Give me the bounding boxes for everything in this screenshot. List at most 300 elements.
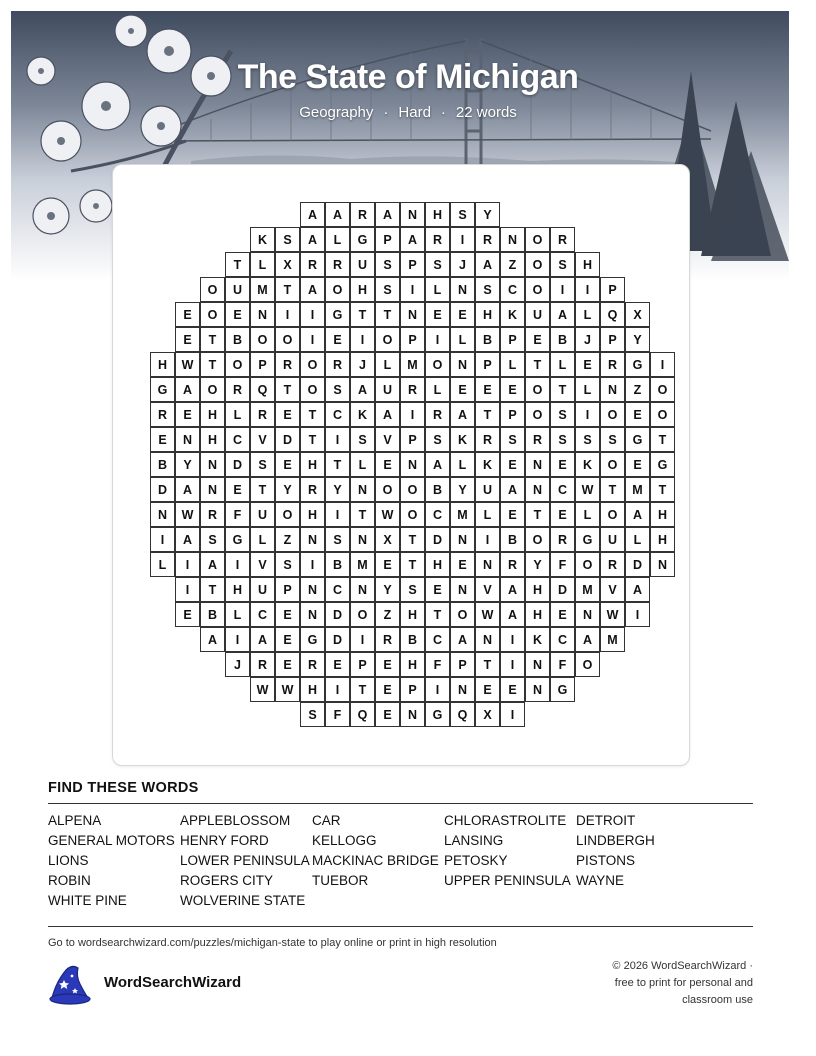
grid-cell[interactable]: A bbox=[175, 477, 200, 502]
grid-cell[interactable]: O bbox=[600, 502, 625, 527]
grid-cell[interactable]: L bbox=[225, 402, 250, 427]
grid-cell[interactable]: J bbox=[350, 352, 375, 377]
grid-cell[interactable]: E bbox=[175, 602, 200, 627]
grid-cell[interactable]: Z bbox=[375, 602, 400, 627]
grid-cell[interactable]: G bbox=[225, 527, 250, 552]
grid-cell[interactable]: K bbox=[575, 452, 600, 477]
grid-cell[interactable]: T bbox=[525, 352, 550, 377]
grid-cell[interactable]: W bbox=[600, 602, 625, 627]
grid-cell[interactable]: T bbox=[200, 577, 225, 602]
grid-cell[interactable]: Q bbox=[600, 302, 625, 327]
grid-cell[interactable]: G bbox=[625, 352, 650, 377]
grid-cell[interactable]: P bbox=[375, 227, 400, 252]
grid-cell[interactable]: E bbox=[575, 352, 600, 377]
grid-cell[interactable]: N bbox=[250, 302, 275, 327]
grid-cell[interactable]: G bbox=[550, 677, 575, 702]
grid-cell[interactable]: E bbox=[375, 652, 400, 677]
grid-cell[interactable]: N bbox=[300, 602, 325, 627]
grid-cell[interactable]: R bbox=[550, 227, 575, 252]
grid-cell[interactable]: D bbox=[325, 627, 350, 652]
grid-cell[interactable]: B bbox=[500, 527, 525, 552]
grid-cell[interactable]: A bbox=[475, 252, 500, 277]
grid-cell[interactable]: Y bbox=[375, 577, 400, 602]
grid-cell[interactable]: M bbox=[350, 552, 375, 577]
grid-cell[interactable]: I bbox=[400, 277, 425, 302]
grid-cell[interactable]: T bbox=[600, 477, 625, 502]
grid-cell[interactable]: T bbox=[225, 252, 250, 277]
grid-cell[interactable]: E bbox=[450, 552, 475, 577]
grid-cell[interactable]: I bbox=[425, 677, 450, 702]
grid-cell[interactable]: C bbox=[250, 602, 275, 627]
grid-cell[interactable]: S bbox=[375, 252, 400, 277]
grid-cell[interactable]: A bbox=[550, 302, 575, 327]
grid-cell[interactable]: K bbox=[475, 452, 500, 477]
grid-cell[interactable]: N bbox=[650, 552, 675, 577]
grid-cell[interactable]: G bbox=[425, 702, 450, 727]
grid-cell[interactable]: H bbox=[225, 577, 250, 602]
grid-cell[interactable]: L bbox=[225, 602, 250, 627]
grid-cell[interactable]: N bbox=[600, 377, 625, 402]
grid-cell[interactable]: U bbox=[475, 477, 500, 502]
grid-cell[interactable]: Z bbox=[500, 252, 525, 277]
grid-cell[interactable]: L bbox=[350, 452, 375, 477]
grid-cell[interactable]: N bbox=[525, 652, 550, 677]
grid-cell[interactable]: O bbox=[300, 377, 325, 402]
grid-cell[interactable]: O bbox=[375, 327, 400, 352]
grid-cell[interactable]: P bbox=[450, 652, 475, 677]
grid-cell[interactable]: U bbox=[250, 577, 275, 602]
grid-cell[interactable]: U bbox=[250, 502, 275, 527]
grid-cell[interactable]: M bbox=[450, 502, 475, 527]
grid-cell[interactable]: O bbox=[250, 327, 275, 352]
grid-cell[interactable]: A bbox=[175, 527, 200, 552]
grid-cell[interactable]: Y bbox=[175, 452, 200, 477]
grid-cell[interactable]: C bbox=[500, 277, 525, 302]
grid-cell[interactable]: R bbox=[475, 427, 500, 452]
grid-cell[interactable]: S bbox=[400, 577, 425, 602]
grid-cell[interactable]: I bbox=[425, 327, 450, 352]
grid-cell[interactable]: H bbox=[650, 527, 675, 552]
grid-cell[interactable]: I bbox=[400, 402, 425, 427]
grid-cell[interactable]: O bbox=[400, 502, 425, 527]
grid-cell[interactable]: F bbox=[550, 552, 575, 577]
grid-cell[interactable]: M bbox=[625, 477, 650, 502]
grid-cell[interactable]: I bbox=[300, 327, 325, 352]
grid-cell[interactable]: D bbox=[150, 477, 175, 502]
grid-cell[interactable]: C bbox=[325, 402, 350, 427]
grid-cell[interactable]: E bbox=[375, 677, 400, 702]
grid-cell[interactable]: V bbox=[375, 427, 400, 452]
grid-cell[interactable]: T bbox=[300, 427, 325, 452]
grid-cell[interactable]: I bbox=[300, 552, 325, 577]
grid-cell[interactable]: R bbox=[300, 477, 325, 502]
grid-cell[interactable]: O bbox=[525, 402, 550, 427]
grid-cell[interactable]: E bbox=[625, 402, 650, 427]
grid-cell[interactable]: U bbox=[600, 527, 625, 552]
grid-cell[interactable]: N bbox=[300, 577, 325, 602]
grid-cell[interactable]: H bbox=[300, 677, 325, 702]
grid-cell[interactable]: T bbox=[400, 527, 425, 552]
grid-cell[interactable]: G bbox=[300, 627, 325, 652]
grid-cell[interactable]: E bbox=[275, 627, 300, 652]
grid-cell[interactable]: B bbox=[475, 327, 500, 352]
grid-cell[interactable]: A bbox=[425, 452, 450, 477]
grid-cell[interactable]: R bbox=[500, 552, 525, 577]
grid-cell[interactable]: P bbox=[250, 352, 275, 377]
grid-cell[interactable]: N bbox=[200, 452, 225, 477]
grid-cell[interactable]: J bbox=[225, 652, 250, 677]
grid-cell[interactable]: L bbox=[375, 352, 400, 377]
grid-cell[interactable]: I bbox=[575, 402, 600, 427]
grid-cell[interactable]: C bbox=[325, 577, 350, 602]
grid-cell[interactable]: D bbox=[275, 427, 300, 452]
grid-cell[interactable]: N bbox=[400, 302, 425, 327]
grid-cell[interactable]: B bbox=[225, 327, 250, 352]
grid-cell[interactable]: P bbox=[600, 327, 625, 352]
grid-cell[interactable]: I bbox=[450, 227, 475, 252]
grid-cell[interactable]: P bbox=[400, 427, 425, 452]
grid-cell[interactable]: A bbox=[300, 227, 325, 252]
grid-cell[interactable]: E bbox=[450, 377, 475, 402]
grid-cell[interactable]: A bbox=[625, 502, 650, 527]
grid-cell[interactable]: U bbox=[375, 377, 400, 402]
grid-cell[interactable]: N bbox=[525, 677, 550, 702]
grid-cell[interactable]: E bbox=[525, 327, 550, 352]
grid-cell[interactable]: D bbox=[225, 452, 250, 477]
grid-cell[interactable]: M bbox=[575, 577, 600, 602]
grid-cell[interactable]: E bbox=[425, 302, 450, 327]
grid-cell[interactable]: I bbox=[350, 627, 375, 652]
grid-cell[interactable]: O bbox=[200, 277, 225, 302]
grid-cell[interactable]: C bbox=[550, 627, 575, 652]
grid-cell[interactable]: G bbox=[625, 427, 650, 452]
grid-cell[interactable]: U bbox=[225, 277, 250, 302]
grid-cell[interactable]: H bbox=[525, 577, 550, 602]
grid-cell[interactable]: S bbox=[450, 202, 475, 227]
grid-cell[interactable]: O bbox=[525, 527, 550, 552]
grid-cell[interactable]: N bbox=[150, 502, 175, 527]
grid-cell[interactable]: U bbox=[525, 302, 550, 327]
grid-cell[interactable]: R bbox=[250, 402, 275, 427]
grid-cell[interactable]: E bbox=[500, 452, 525, 477]
grid-cell[interactable]: R bbox=[550, 527, 575, 552]
grid-cell[interactable]: D bbox=[550, 577, 575, 602]
grid-cell[interactable]: R bbox=[275, 352, 300, 377]
grid-cell[interactable]: G bbox=[350, 227, 375, 252]
grid-cell[interactable]: A bbox=[500, 477, 525, 502]
grid-cell[interactable]: L bbox=[575, 502, 600, 527]
grid-cell[interactable]: O bbox=[575, 652, 600, 677]
grid-cell[interactable]: H bbox=[200, 427, 225, 452]
grid-cell[interactable]: O bbox=[650, 377, 675, 402]
grid-cell[interactable]: O bbox=[275, 502, 300, 527]
grid-cell[interactable]: L bbox=[575, 377, 600, 402]
grid-cell[interactable]: I bbox=[500, 702, 525, 727]
grid-cell[interactable]: E bbox=[275, 402, 300, 427]
grid-cell[interactable]: A bbox=[325, 202, 350, 227]
grid-cell[interactable]: I bbox=[325, 427, 350, 452]
grid-cell[interactable]: A bbox=[250, 627, 275, 652]
grid-cell[interactable]: E bbox=[175, 302, 200, 327]
grid-cell[interactable]: O bbox=[650, 402, 675, 427]
grid-cell[interactable]: P bbox=[350, 652, 375, 677]
grid-cell[interactable]: B bbox=[400, 627, 425, 652]
grid-cell[interactable]: S bbox=[600, 427, 625, 452]
grid-cell[interactable]: O bbox=[200, 302, 225, 327]
grid-cell[interactable]: I bbox=[325, 502, 350, 527]
grid-cell[interactable]: T bbox=[200, 352, 225, 377]
grid-cell[interactable]: E bbox=[475, 377, 500, 402]
grid-cell[interactable]: O bbox=[600, 402, 625, 427]
grid-cell[interactable]: I bbox=[325, 677, 350, 702]
grid-cell[interactable]: I bbox=[475, 527, 500, 552]
grid-cell[interactable]: S bbox=[325, 377, 350, 402]
grid-cell[interactable]: P bbox=[400, 677, 425, 702]
grid-cell[interactable]: C bbox=[425, 502, 450, 527]
grid-cell[interactable]: P bbox=[275, 577, 300, 602]
grid-cell[interactable]: E bbox=[500, 677, 525, 702]
grid-cell[interactable]: L bbox=[550, 352, 575, 377]
grid-cell[interactable]: C bbox=[550, 477, 575, 502]
grid-cell[interactable]: O bbox=[525, 227, 550, 252]
grid-cell[interactable]: N bbox=[175, 427, 200, 452]
grid-cell[interactable]: S bbox=[275, 552, 300, 577]
grid-cell[interactable]: H bbox=[400, 652, 425, 677]
grid-cell[interactable]: T bbox=[525, 502, 550, 527]
grid-cell[interactable]: P bbox=[500, 327, 525, 352]
grid-cell[interactable]: L bbox=[575, 302, 600, 327]
grid-cell[interactable]: U bbox=[350, 252, 375, 277]
grid-cell[interactable]: N bbox=[400, 452, 425, 477]
grid-cell[interactable]: A bbox=[175, 377, 200, 402]
grid-cell[interactable]: R bbox=[375, 627, 400, 652]
grid-cell[interactable]: O bbox=[525, 377, 550, 402]
grid-cell[interactable]: I bbox=[625, 602, 650, 627]
grid-cell[interactable]: F bbox=[225, 502, 250, 527]
grid-cell[interactable]: Y bbox=[475, 202, 500, 227]
grid-cell[interactable]: L bbox=[425, 277, 450, 302]
grid-cell[interactable]: T bbox=[200, 327, 225, 352]
grid-cell[interactable]: R bbox=[400, 377, 425, 402]
grid-cell[interactable]: K bbox=[525, 627, 550, 652]
grid-cell[interactable]: M bbox=[250, 277, 275, 302]
grid-cell[interactable]: H bbox=[575, 252, 600, 277]
grid-cell[interactable]: A bbox=[300, 277, 325, 302]
grid-cell[interactable]: R bbox=[200, 502, 225, 527]
brand-name[interactable]: WordSearchWizard bbox=[104, 974, 242, 991]
grid-cell[interactable]: R bbox=[350, 202, 375, 227]
grid-cell[interactable]: O bbox=[525, 277, 550, 302]
grid-cell[interactable]: A bbox=[200, 552, 225, 577]
grid-cell[interactable]: T bbox=[650, 477, 675, 502]
grid-cell[interactable]: C bbox=[425, 627, 450, 652]
grid-cell[interactable]: T bbox=[425, 602, 450, 627]
grid-cell[interactable]: E bbox=[225, 302, 250, 327]
grid-cell[interactable]: T bbox=[300, 402, 325, 427]
grid-cell[interactable]: N bbox=[475, 552, 500, 577]
grid-cell[interactable]: T bbox=[325, 452, 350, 477]
grid-cell[interactable]: N bbox=[525, 452, 550, 477]
grid-cell[interactable]: F bbox=[325, 702, 350, 727]
grid-cell[interactable]: H bbox=[650, 502, 675, 527]
grid-cell[interactable]: N bbox=[450, 677, 475, 702]
grid-cell[interactable]: D bbox=[325, 602, 350, 627]
grid-cell[interactable]: I bbox=[575, 277, 600, 302]
grid-cell[interactable]: W bbox=[175, 502, 200, 527]
grid-cell[interactable]: E bbox=[425, 577, 450, 602]
grid-cell[interactable]: R bbox=[250, 652, 275, 677]
grid-cell[interactable]: X bbox=[275, 252, 300, 277]
grid-cell[interactable]: E bbox=[500, 502, 525, 527]
grid-cell[interactable]: R bbox=[300, 252, 325, 277]
grid-cell[interactable]: S bbox=[350, 427, 375, 452]
grid-cell[interactable]: N bbox=[350, 527, 375, 552]
grid-cell[interactable]: A bbox=[625, 577, 650, 602]
grid-cell[interactable]: X bbox=[375, 527, 400, 552]
grid-cell[interactable]: T bbox=[375, 302, 400, 327]
grid-cell[interactable]: I bbox=[550, 277, 575, 302]
grid-cell[interactable]: K bbox=[450, 427, 475, 452]
grid-cell[interactable]: H bbox=[425, 202, 450, 227]
grid-cell[interactable]: K bbox=[500, 302, 525, 327]
grid-cell[interactable]: H bbox=[425, 552, 450, 577]
grid-cell[interactable]: I bbox=[225, 627, 250, 652]
grid-cell[interactable]: G bbox=[575, 527, 600, 552]
grid-cell[interactable]: Y bbox=[275, 477, 300, 502]
grid-cell[interactable]: S bbox=[200, 527, 225, 552]
grid-cell[interactable]: N bbox=[350, 577, 375, 602]
grid-cell[interactable]: V bbox=[475, 577, 500, 602]
grid-cell[interactable]: Y bbox=[625, 327, 650, 352]
grid-cell[interactable]: W bbox=[475, 602, 500, 627]
grid-cell[interactable]: V bbox=[250, 427, 275, 452]
grid-cell[interactable]: T bbox=[350, 677, 375, 702]
grid-cell[interactable]: A bbox=[500, 577, 525, 602]
grid-cell[interactable]: S bbox=[500, 427, 525, 452]
grid-cell[interactable]: H bbox=[350, 277, 375, 302]
grid-cell[interactable]: L bbox=[625, 527, 650, 552]
grid-cell[interactable]: O bbox=[600, 452, 625, 477]
grid-cell[interactable]: G bbox=[650, 452, 675, 477]
grid-cell[interactable]: R bbox=[600, 352, 625, 377]
grid-cell[interactable]: L bbox=[450, 327, 475, 352]
grid-cell[interactable]: S bbox=[275, 227, 300, 252]
grid-cell[interactable]: O bbox=[225, 352, 250, 377]
grid-cell[interactable]: J bbox=[450, 252, 475, 277]
grid-cell[interactable]: N bbox=[450, 527, 475, 552]
grid-cell[interactable]: H bbox=[525, 602, 550, 627]
grid-cell[interactable]: E bbox=[375, 702, 400, 727]
grid-cell[interactable]: T bbox=[275, 377, 300, 402]
grid-cell[interactable]: O bbox=[525, 252, 550, 277]
grid-cell[interactable]: T bbox=[350, 502, 375, 527]
grid-cell[interactable]: R bbox=[325, 252, 350, 277]
grid-cell[interactable]: E bbox=[225, 477, 250, 502]
grid-cell[interactable]: N bbox=[300, 527, 325, 552]
grid-cell[interactable]: E bbox=[550, 452, 575, 477]
grid-cell[interactable]: G bbox=[150, 377, 175, 402]
grid-cell[interactable]: D bbox=[425, 527, 450, 552]
grid-cell[interactable]: P bbox=[600, 277, 625, 302]
grid-cell[interactable]: E bbox=[625, 452, 650, 477]
grid-cell[interactable]: H bbox=[150, 352, 175, 377]
grid-cell[interactable]: F bbox=[550, 652, 575, 677]
grid-cell[interactable]: T bbox=[350, 302, 375, 327]
grid-cell[interactable]: N bbox=[200, 477, 225, 502]
grid-cell[interactable]: E bbox=[325, 652, 350, 677]
grid-cell[interactable]: T bbox=[475, 402, 500, 427]
grid-cell[interactable]: X bbox=[625, 302, 650, 327]
grid-cell[interactable]: F bbox=[425, 652, 450, 677]
grid-cell[interactable]: B bbox=[550, 327, 575, 352]
grid-cell[interactable]: V bbox=[600, 577, 625, 602]
grid-cell[interactable]: E bbox=[450, 302, 475, 327]
grid-cell[interactable]: N bbox=[500, 227, 525, 252]
grid-cell[interactable]: E bbox=[375, 452, 400, 477]
grid-cell[interactable]: P bbox=[475, 352, 500, 377]
grid-cell[interactable]: T bbox=[275, 277, 300, 302]
grid-cell[interactable]: M bbox=[400, 352, 425, 377]
grid-cell[interactable]: E bbox=[175, 402, 200, 427]
grid-cell[interactable]: I bbox=[650, 352, 675, 377]
grid-cell[interactable]: S bbox=[550, 402, 575, 427]
grid-cell[interactable]: P bbox=[400, 252, 425, 277]
grid-cell[interactable]: E bbox=[550, 502, 575, 527]
grid-cell[interactable]: S bbox=[550, 427, 575, 452]
grid-cell[interactable]: O bbox=[450, 602, 475, 627]
grid-cell[interactable]: N bbox=[450, 277, 475, 302]
grid-cell[interactable]: E bbox=[475, 677, 500, 702]
grid-cell[interactable]: Y bbox=[450, 477, 475, 502]
grid-cell[interactable]: B bbox=[150, 452, 175, 477]
grid-cell[interactable]: I bbox=[150, 527, 175, 552]
grid-cell[interactable]: Y bbox=[325, 477, 350, 502]
grid-cell[interactable]: A bbox=[575, 627, 600, 652]
grid-cell[interactable]: L bbox=[500, 352, 525, 377]
grid-cell[interactable]: S bbox=[325, 527, 350, 552]
grid-cell[interactable]: S bbox=[550, 252, 575, 277]
grid-cell[interactable]: R bbox=[325, 352, 350, 377]
grid-cell[interactable]: O bbox=[350, 602, 375, 627]
grid-cell[interactable]: X bbox=[475, 702, 500, 727]
grid-cell[interactable]: W bbox=[250, 677, 275, 702]
grid-cell[interactable]: S bbox=[375, 277, 400, 302]
grid-cell[interactable]: W bbox=[575, 477, 600, 502]
grid-cell[interactable]: B bbox=[200, 602, 225, 627]
grid-cell[interactable]: R bbox=[475, 227, 500, 252]
grid-cell[interactable]: J bbox=[575, 327, 600, 352]
grid-cell[interactable]: R bbox=[425, 227, 450, 252]
grid-cell[interactable]: A bbox=[375, 202, 400, 227]
grid-cell[interactable]: V bbox=[250, 552, 275, 577]
grid-cell[interactable]: R bbox=[425, 402, 450, 427]
grid-cell[interactable]: O bbox=[325, 277, 350, 302]
grid-cell[interactable]: R bbox=[600, 552, 625, 577]
grid-cell[interactable]: L bbox=[250, 252, 275, 277]
grid-cell[interactable]: K bbox=[250, 227, 275, 252]
grid-cell[interactable]: E bbox=[375, 552, 400, 577]
grid-cell[interactable]: N bbox=[525, 477, 550, 502]
grid-cell[interactable]: I bbox=[500, 627, 525, 652]
grid-cell[interactable]: H bbox=[200, 402, 225, 427]
grid-cell[interactable]: N bbox=[450, 352, 475, 377]
grid-cell[interactable]: N bbox=[575, 602, 600, 627]
grid-cell[interactable]: E bbox=[275, 452, 300, 477]
grid-cell[interactable]: R bbox=[150, 402, 175, 427]
grid-cell[interactable]: A bbox=[375, 402, 400, 427]
grid-cell[interactable]: K bbox=[350, 402, 375, 427]
grid-cell[interactable]: T bbox=[550, 377, 575, 402]
